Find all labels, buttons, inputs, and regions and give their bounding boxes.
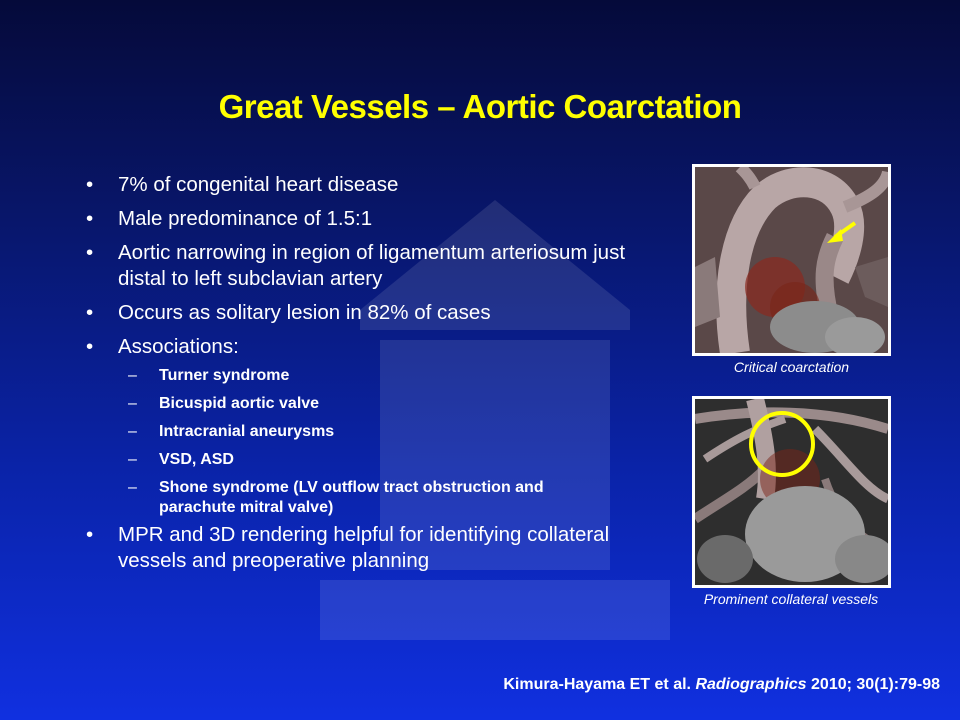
sub-bullet-item: – VSD, ASD — [118, 450, 642, 470]
image-caption: Prominent collateral vessels — [703, 591, 879, 607]
bullet-item: • Aortic narrowing in region of ligamentum arteriosum just distal to left subclavian artery — [82, 240, 642, 292]
ct-image-critical-coarctation — [692, 164, 891, 356]
3d-aorta-rendering-icon — [695, 167, 888, 353]
citation-authors: Kimura-Hayama ET et al. — [503, 676, 691, 693]
sub-bullet-item: – Turner syndrome — [118, 366, 642, 386]
bullet-item-associations — [82, 334, 642, 518]
bullet-item: • MPR and 3D rendering helpful for identifying collateral vessels and preoperative planning — [82, 522, 642, 574]
image-caption: Critical coarctation — [733, 359, 850, 375]
bullet-list — [82, 172, 642, 582]
sub-bullet-item: – Shone syndrome (LV outflow tract obstruction and parachute mitral valve) — [118, 478, 599, 518]
sub-bullet-list — [118, 366, 642, 518]
bullet-item: • Male predominance of 1.5:1 — [82, 206, 642, 232]
bullet-item: • Occurs as solitary lesion in 82% of cases — [82, 300, 642, 326]
bullet-item: • 7% of congenital heart disease — [82, 172, 642, 198]
3d-collateral-rendering-icon — [695, 399, 888, 585]
sub-bullet-item: – Intracranial aneurysms — [118, 422, 642, 442]
slide-title: Great Vessels – Aortic Coarctation — [218, 88, 742, 125]
citation — [503, 676, 940, 694]
bullet-text: Associations: — [118, 335, 239, 358]
citation-details: 2010; 30(1):79-98 — [811, 676, 940, 693]
citation-journal: Radiographics — [695, 676, 807, 693]
ct-image-collateral-vessels — [692, 396, 891, 588]
sub-bullet-item: – Bicuspid aortic valve — [118, 394, 642, 414]
